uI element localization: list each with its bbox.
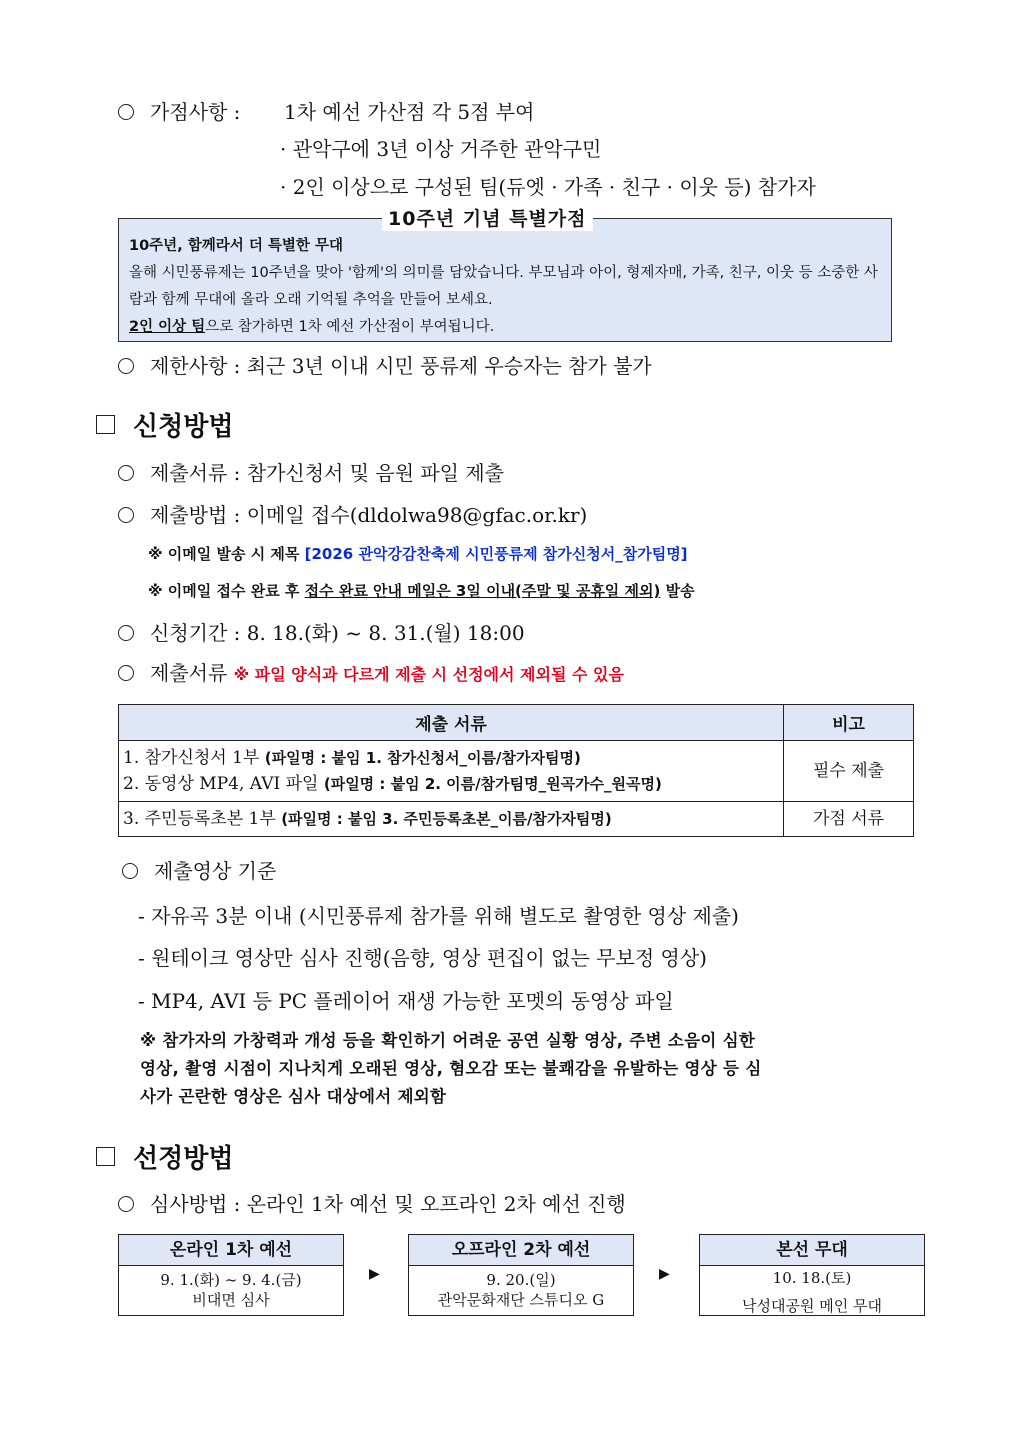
stage-online-first (118, 1234, 344, 1316)
special-note-bold: 2인 이상 팀 (129, 319, 206, 335)
documents-table (118, 704, 914, 837)
table-cell-docs (119, 802, 784, 837)
stage-detail: 낙성대공원 메인 무대 (742, 1297, 882, 1315)
table-header-row (119, 705, 914, 741)
doc-item-application-note: (파일명 : 붙임 1. 참가신청서_이름/참가자팀명) (264, 749, 581, 767)
bonus-row (118, 96, 240, 125)
stage-title: 본선 무대 (700, 1235, 924, 1266)
special-bonus-box (118, 218, 892, 342)
stage-final (699, 1234, 925, 1316)
arrow-right-icon: ▶ (369, 1266, 380, 1282)
apply-method-row (118, 499, 587, 528)
stage-title: 오프라인 2차 예선 (409, 1235, 633, 1266)
email-receipt-prefix: ※ 이메일 접수 완료 후 (148, 582, 305, 600)
doc-item-application (123, 745, 779, 771)
section-heading-selection-label: 선정방법 (133, 1144, 234, 1174)
special-description: 올해 시민풍류제는 10주년을 맞아 '함께'의 의미를 담았습니다. 부모님과 아이, 형제자매, 가족, 친구, 이웃 등 소중한 사람과 함께 무대에 올라 오래 기억될 추억을 만들어 보세요. (129, 265, 878, 308)
stage-detail: 비대면 심사 (192, 1291, 270, 1309)
stage-date: 10. 18.(토) (772, 1269, 852, 1287)
section-heading-apply (96, 406, 233, 443)
table-cell-remark: 가점 서류 (784, 802, 914, 837)
circle-bullet-icon (118, 625, 134, 641)
table-cell-docs (119, 741, 784, 802)
section-heading-selection (96, 1138, 233, 1175)
video-warning-line: 영상, 촬영 시점이 지나치게 오래된 영상, 혐오감 또는 불쾌감을 유발하는 영상 등 심 (140, 1059, 762, 1078)
apply-docs2-warning: ※ 파일 양식과 다르게 제출 시 선정에서 제외될 수 있음 (233, 665, 624, 684)
table-cell-remark: 필수 제출 (784, 741, 914, 802)
circle-bullet-icon (118, 1196, 134, 1212)
doc-item-video-note: (파일명 : 붙임 2. 이름/참가팀명_원곡가수_원곡명) (323, 775, 662, 793)
bonus-main: 1차 예선 가산점 각 5점 부여 (284, 100, 535, 124)
doc-item-resident-note: (파일명 : 붙임 3. 주민등록초본_이름/참가자팀명) (281, 810, 612, 828)
stage-date: 9. 20.(일) (486, 1271, 556, 1289)
bonus-item-resident: · 관악구에 3년 이상 거주한 관악구민 (280, 137, 602, 161)
video-criteria-row (122, 855, 276, 884)
selection-method-row (118, 1188, 626, 1217)
video-item: - 자유곡 3분 이내 (시민풍류제 참가를 위해 별도로 촬영한 영상 제출) (138, 904, 739, 928)
table-header-docs: 제출 서류 (119, 705, 784, 741)
bonus-label: 가점사항 : (150, 100, 241, 124)
circle-bullet-icon (118, 665, 134, 681)
stage-offline-second (408, 1234, 634, 1316)
special-bonus-body (129, 233, 883, 341)
apply-docs2-label: 제출서류 (150, 661, 234, 685)
square-bullet-icon (96, 415, 115, 434)
arrow-right-icon: ▶ (659, 1266, 670, 1282)
video-item: - MP4, AVI 등 PC 플레이어 재생 가능한 포멧의 동영상 파일 (138, 989, 674, 1013)
apply-period-row (118, 617, 525, 646)
doc-item-video (123, 771, 779, 797)
special-note-rest: 으로 참가하면 1차 예선 가산점이 부여됩니다. (205, 319, 495, 335)
stage-title: 온라인 1차 예선 (119, 1235, 343, 1266)
video-warning-line: ※ 참가자의 가창력과 개성 등을 확인하기 어려운 공연 실황 영상, 주변 소음이 심한 (140, 1031, 756, 1050)
video-criteria-label: 제출영상 기준 (154, 859, 277, 883)
video-warning-line: 사가 곤란한 영상은 심사 대상에서 제외함 (140, 1087, 447, 1106)
table-row (119, 741, 914, 802)
square-bullet-icon (96, 1147, 115, 1166)
stage-detail: 관악문화재단 스튜디오 G (437, 1291, 605, 1309)
apply-method-text: 제출방법 : 이메일 접수(dldolwa98@gfac.or.kr) (150, 503, 588, 527)
email-receipt-note (148, 580, 695, 601)
bonus-item-team: · 2인 이상으로 구성된 팀(듀엣 · 가족 · 친구 · 이웃 등) 참가자 (280, 175, 816, 199)
section-heading-apply-label: 신청방법 (133, 412, 234, 442)
circle-bullet-icon (118, 104, 134, 120)
circle-bullet-icon (122, 863, 138, 879)
video-item: - 원테이크 영상만 심사 진행(음향, 영상 편집이 없는 무보정 영상) (138, 946, 707, 970)
apply-docs2-row (118, 657, 624, 686)
selection-method-text: 심사방법 : 온라인 1차 예선 및 오프라인 2차 예선 진행 (150, 1192, 626, 1216)
apply-docs-row (118, 457, 504, 486)
doc-item-video-text: 2. 동영상 MP4, AVI 파일 (123, 774, 324, 794)
special-headline: 10주년, 함께라서 더 특별한 무대 (129, 238, 343, 254)
stage-date: 9. 1.(화) ~ 9. 4.(금) (160, 1271, 302, 1289)
circle-bullet-icon (118, 358, 134, 374)
apply-docs-text: 제출서류 : 참가신청서 및 음원 파일 제출 (150, 461, 505, 485)
special-bonus-title: 10주년 기념 특별가점 (382, 204, 593, 231)
email-subject-note (148, 543, 688, 564)
circle-bullet-icon (118, 507, 134, 523)
email-receipt-underline: 접수 완료 안내 메일은 3일 이내(주말 및 공휴일 제외) (304, 582, 661, 600)
doc-item-resident-text: 3. 주민등록초본 1부 (123, 809, 282, 829)
special-note (129, 314, 883, 341)
table-header-remark: 비고 (784, 705, 914, 741)
apply-period-text: 신청기간 : 8. 18.(화) ~ 8. 31.(월) 18:00 (150, 621, 525, 645)
restriction-text: 제한사항 : 최근 3년 이내 시민 풍류제 우승자는 참가 불가 (150, 354, 652, 378)
email-subject-value: [2026 관악강감찬축제 시민풍류제 참가신청서_참가팀명] (304, 545, 688, 563)
doc-item-application-text: 1. 참가신청서 1부 (123, 748, 265, 768)
circle-bullet-icon (118, 465, 134, 481)
restriction-row (118, 350, 652, 379)
table-row (119, 802, 914, 837)
email-subject-prefix: ※ 이메일 발송 시 제목 (148, 545, 305, 563)
email-receipt-suffix: 발송 (660, 582, 695, 600)
